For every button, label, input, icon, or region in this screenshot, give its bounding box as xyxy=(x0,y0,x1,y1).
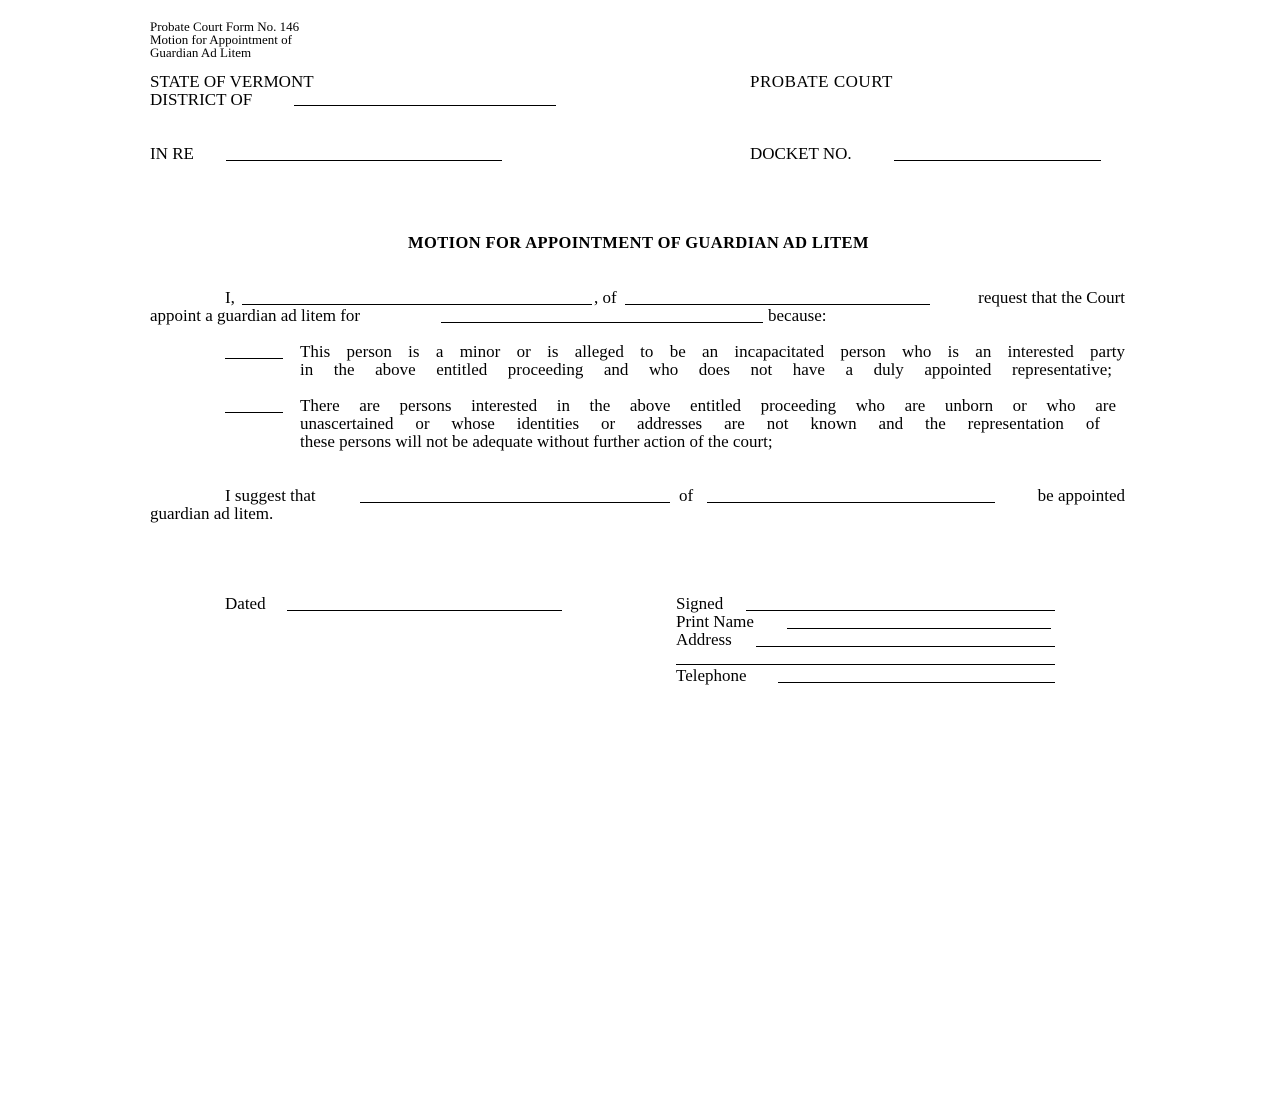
reason-2-line-3: these persons will not be adequate without further action of the court; xyxy=(300,432,773,451)
dated-field[interactable] xyxy=(287,610,562,611)
suggested-guardian-field[interactable] xyxy=(360,502,670,503)
movant-address-field[interactable] xyxy=(625,304,930,305)
state-label: STATE OF VERMONT xyxy=(150,72,314,91)
print-name-label: Print Name xyxy=(676,612,754,631)
request-text: request that the Court xyxy=(978,288,1125,307)
suggested-guardian-address-field[interactable] xyxy=(707,502,995,503)
in-re-label: IN RE xyxy=(150,144,194,163)
reason-1-line-2: in the above entitled proceeding and who does not have a duly appointed representative; xyxy=(300,360,1112,379)
movant-name-field[interactable] xyxy=(242,304,592,305)
reason-2-checkbox[interactable] xyxy=(225,412,283,413)
reason-2-line-1: There are persons interested in the above entitled proceeding who are unborn or who are xyxy=(300,396,1116,415)
district-label: DISTRICT OF xyxy=(150,90,253,109)
in-re-field[interactable] xyxy=(226,160,502,161)
reason-1-line-1: This person is a minor or is alleged to be an incapacitated person who is an interested party xyxy=(300,342,1125,361)
print-name-field[interactable] xyxy=(787,628,1051,629)
dated-label: Dated xyxy=(225,594,266,613)
suggest-line-2: guardian ad litem. xyxy=(150,504,274,523)
signed-label: Signed xyxy=(676,594,724,613)
address-field[interactable] xyxy=(756,646,1055,647)
form-subtitle: Motion for Appointment of xyxy=(150,32,292,47)
telephone-label: Telephone xyxy=(676,666,747,685)
i-label: I, xyxy=(225,288,235,307)
docket-label: DOCKET NO. xyxy=(750,144,852,163)
ward-name-field[interactable] xyxy=(441,322,763,323)
court-label: PROBATE COURT xyxy=(750,72,893,91)
reason-2-line-2: unascertained or whose identities or addresses are not known and the representation of xyxy=(300,414,1100,433)
suggest-of-label: of xyxy=(679,486,694,505)
of-label: , of xyxy=(594,288,617,307)
because-text: because: xyxy=(768,306,827,325)
address-field-line-2[interactable] xyxy=(676,664,1055,665)
district-field[interactable] xyxy=(294,105,556,106)
form-subtitle-2: Guardian Ad Litem xyxy=(150,45,252,60)
address-label: Address xyxy=(676,630,732,649)
form-number: Probate Court Form No. 146 xyxy=(150,19,300,34)
docket-field[interactable] xyxy=(894,160,1101,161)
suggest-label: I suggest that xyxy=(225,486,316,505)
be-appointed-text: be appointed xyxy=(1037,486,1125,505)
telephone-field[interactable] xyxy=(778,682,1055,683)
signature-field[interactable] xyxy=(746,610,1055,611)
appoint-text: appoint a guardian ad litem for xyxy=(150,306,361,325)
reason-1-checkbox[interactable] xyxy=(225,358,283,359)
document-title: MOTION FOR APPOINTMENT OF GUARDIAN AD LITEM xyxy=(408,233,869,252)
